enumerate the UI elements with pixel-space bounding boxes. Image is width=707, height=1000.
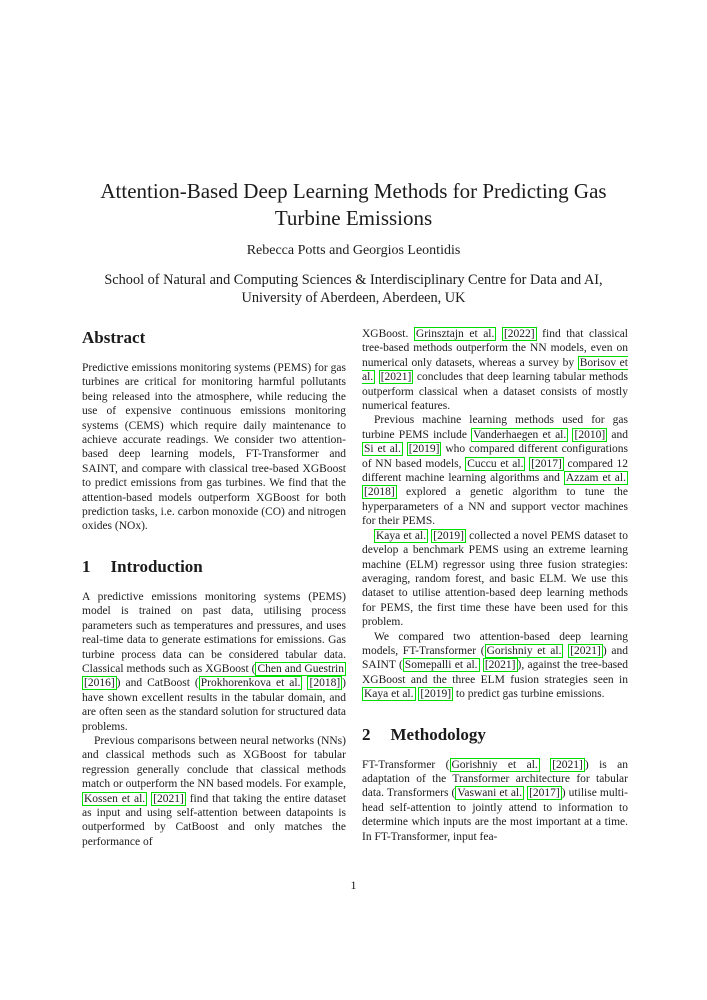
citation-link[interactable]: [2018]	[364, 486, 395, 499]
citation-link[interactable]: [2021]	[153, 792, 184, 805]
section-number: 2	[362, 724, 371, 744]
left-column	[82, 327, 346, 849]
citation-link[interactable]: [2017]	[531, 457, 562, 470]
citation-link[interactable]: Borisov et al.	[362, 356, 628, 384]
page-number: 1	[350, 878, 357, 892]
section-title: Methodology	[390, 724, 486, 744]
paragraph: We compared two attention-based deep learning models, FT-Transformer ( Gorishniy et al. [2021] ) and SAINT ( Somepalli et al. [2021] ), against the tree-based XGBoost and the three ELM fusion strategies seen in Kaya et al. [2019] to predict gas turbine emissions.	[362, 630, 629, 701]
citation-link[interactable]: Gorishniy et al.	[451, 758, 538, 771]
paragraph: Predictive emissions monitoring systems (PEMS) for gas turbines are critical for monitoring harmful pollutants being released into the atmosphere, while reducing the use of expensive continuous emissions monitoring systems (CEMS) which require daily maintenance to achieve accurate readings. We consider two attention-based deep learning models, FT-Transformer and SAINT, and compare with classical tree-based XGBoost to predict emissions from gas turbines. We find that the attention-based models outperform XGBoost for both prediction tasks, i.e. carbon monoxide (CO) and nitrogen oxides (NOx).	[82, 362, 346, 533]
paper-title-line-2: Turbine Emissions	[274, 206, 433, 230]
citation-link[interactable]: Somepalli et al.	[404, 659, 478, 672]
section-number: 1	[82, 556, 91, 576]
citation-link[interactable]: [2010]	[574, 428, 606, 441]
citation-link[interactable]: Prokhorenkova et al.	[200, 677, 301, 690]
citation-link[interactable]: Kossen et al.	[84, 792, 146, 805]
citation-link[interactable]: Cuccu et al.	[467, 457, 524, 470]
paragraph: A predictive emissions monitoring systems (PEMS) model is trained on past data, utilising process parameters such as temperatures and pressures, and uses real-time data to generate estimations for emissions. Gas turbine process data can be considered tabular data. Classical methods such as XGBoost ( Chen and Guestrin [2016] ) and CatBoost ( Prokhorenkova et al. [2018] ) have shown excellent results in the tabular domain, and are often seen as the standard solution for structured data problems.	[82, 590, 346, 733]
affiliation	[0, 271, 707, 307]
citation-link[interactable]: Grinsztajn et al.	[415, 328, 495, 340]
citation-link[interactable]: Gorishniy et al.	[486, 644, 562, 657]
citation-link[interactable]: Azzam et al.	[565, 472, 626, 485]
section-heading	[82, 328, 346, 348]
citation-link[interactable]: Kaya et al.	[364, 688, 414, 701]
citation-link[interactable]: [2021]	[380, 371, 412, 384]
paragraph: Previous machine learning methods used for gas turbine PEMS include Vanderhaegen et al. [2010] and Si et al. [2019] who compared different configurations of NN based models, Cuccu et al. [2017] compared 12 different machine learning algorithms and Azzam et al. [2018] explored a genetic algorithm to tune the hyperparameters of a NN and support vector machines for their PEMS.	[362, 414, 629, 528]
citation-link[interactable]: [2019]	[433, 529, 464, 542]
paper-header	[0, 178, 707, 307]
right-column	[362, 327, 628, 844]
paper-title-line-1: Attention-Based Deep Learning Methods for Predicting Gas	[100, 179, 607, 203]
affiliation-line-2: University of Aberdeen, Aberdeen, UK	[241, 290, 466, 306]
citation-link[interactable]: Si et al.	[364, 443, 401, 456]
citation-link[interactable]: [2019]	[420, 688, 452, 701]
paragraph: XGBoost. Grinsztajn et al. [2022] find that classical tree-based methods outperform the NN models, even on numerical only datasets, whereas a survey by Borisov et al. [2021] concludes that deep learning tabular methods outperform classical when a dataset consists of mostly numerical features.	[362, 328, 629, 413]
citation-link[interactable]: Vanderhaegen et al.	[473, 428, 567, 441]
paper-title	[0, 178, 707, 232]
citation-link[interactable]: [2021]	[570, 644, 601, 657]
citation-link[interactable]: Chen and Guestrin	[257, 662, 344, 675]
section-title: Introduction	[110, 556, 203, 576]
citation-link[interactable]: [2016]	[84, 677, 115, 690]
paragraph: Previous comparisons between neural networks (NNs) and classical methods such as XGBoost for tabular regression generally conclude that classical methods match or outperform the NN based models. For example, Kossen et al. [2021] find that taking the entire dataset as input and using self-attention between datapoints is outperformed by CatBoost and only matches the performance of	[82, 734, 347, 848]
citation-link[interactable]: [2021]	[552, 758, 583, 771]
citation-link[interactable]: [2021]	[484, 659, 516, 672]
citation-link[interactable]: [2018]	[309, 677, 341, 690]
authors: Rebecca Potts and Georgios Leontidis	[246, 243, 461, 258]
citation-link[interactable]: Kaya et al.	[376, 529, 427, 542]
section-heading	[82, 557, 346, 577]
section-title: Abstract	[82, 328, 146, 347]
paragraph: FT-Transformer ( Gorishniy et al. [2021] ) is an adaptation of the Transformer architecture for tabular data. Transformers ( Vaswani et al. [2017] ) utilise multi-head self-attention to jointly attend to information to determine which inputs are the most important at a time. In FT-Transformer, input fea-	[362, 758, 629, 843]
citation-link[interactable]: [2022]	[503, 328, 535, 340]
citation-link[interactable]: Vaswani et al.	[457, 787, 522, 800]
section-heading	[362, 725, 628, 745]
paragraph: Kaya et al. [2019] collected a novel PEMS dataset to develop a benchmark PEMS using an extreme learning machine (ELM) regressor using three fusion strategies: averaging, random forest, and basic ELM. We use this dataset to utilise attention-based deep learning methods for PEMS, the first time these have been used for this problem.	[362, 529, 628, 629]
citation-link[interactable]: [2019]	[408, 443, 440, 456]
affiliation-line-1: School of Natural and Computing Sciences & Interdisciplinary Centre for Data and AI,	[104, 272, 603, 288]
citation-link[interactable]: [2017]	[529, 787, 560, 800]
